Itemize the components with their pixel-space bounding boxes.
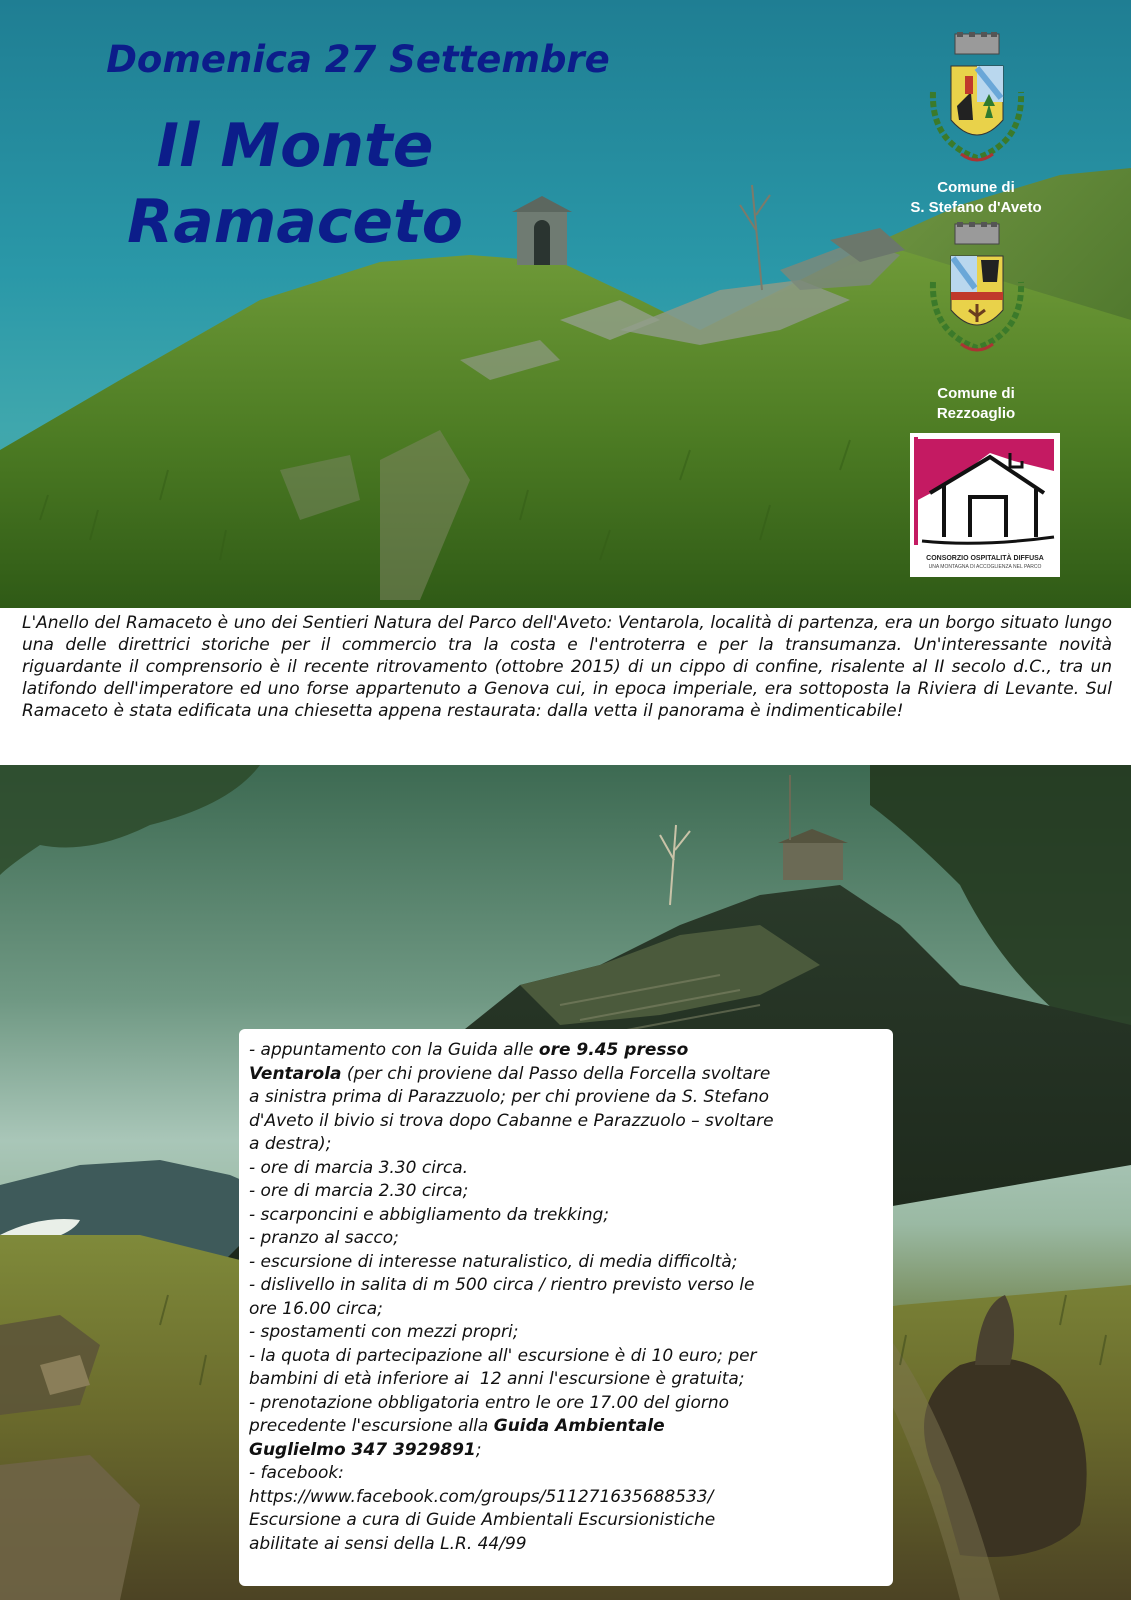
detail-line: - spostamenti con mezzi propri; [249,1322,519,1342]
guide-phone: Guglielmo 347 3929891 [249,1439,476,1460]
detail-line [249,1439,883,1463]
title-line-2: Ramaceto [127,187,463,257]
consorzio-name: CONSORZIO OSPITALITÀ DIFFUSA [926,555,1044,562]
detail-highlight: ore 9.45 presso [538,1040,689,1060]
intro-paragraph: L'Anello del Ramaceto è uno dei Sentieri Natura del Parco dell'Aveto: Ventarola, località di partenza, era un borgo situato lungo una delle direttrici storiche per il commercio tra la costa e l'entroterra e per la transumanza. Un'interessante novità riguardante il comprensorio è il recente ritrovamento (ottobre 2015) di un cippo di confine, risalente al II secolo d.C., tra un latifondo dell'imperatore ed uno forse appartenuto a Genova cui, in epoca imperiale, era sottoposta la Riviera di Levante. Sul Ramaceto è stata edificata una chiesetta appena restaurata: dalla vetta il panorama è indimenticabile! [22,613,1112,721]
comune-prefix: Comune di [937,385,1015,402]
detail-line: - dislivello in salita di m 500 circa / rientro previsto verso le [249,1275,755,1295]
detail-line: abilitate ai sensi della L.R. 44/99 [249,1533,527,1554]
detail-line: - la quota di partecipazione all' escursione è di 10 euro; per [249,1345,757,1366]
detail-line: - scarponcini e abbigliamento da trekking; [249,1204,610,1225]
detail-line: - prenotazione obbligatoria entro le ore 17.00 del giorno [249,1392,730,1413]
detail-line [249,1039,883,1063]
comune-prefix: Comune di [937,179,1015,196]
comune-name: S. Stefano d'Aveto [910,199,1042,216]
ridge-chapel [778,775,848,880]
detail-line: a destra); [249,1134,332,1154]
detail-line: ore 16.00 circa; [249,1298,383,1319]
detail-line: - facebook: [249,1463,344,1483]
crest-rezzoaglio-icon [921,222,1033,362]
detail-text: ; [475,1439,482,1460]
guide-name-highlight: Guida Ambientale [493,1416,665,1436]
detail-text: (per chi proviene dal Passo della Forcella svoltare [341,1063,771,1084]
title-line-1: Il Monte [156,111,434,181]
detail-text: precedente l'escursione alla [249,1416,494,1436]
consorzio-logo [910,433,1060,577]
detail-line: bambini di età inferiore ai 12 anni l'escursione è gratuita; [249,1369,745,1389]
event-title [110,108,480,260]
detail-line: - ore di marcia 3.30 circa. [249,1157,469,1178]
excursion-details-box [239,1029,893,1586]
detail-line: d'Aveto il bivio si trova dopo Cabanne e Parazzuolo – svoltare [249,1110,774,1131]
detail-line [249,1415,883,1439]
detail-line: - ore di marcia 2.30 circa; [249,1181,469,1201]
detail-line [249,1063,883,1087]
comune-rezzoaglio-label [906,384,1046,424]
detail-text: - appuntamento con la Guida alle [249,1040,539,1060]
event-date: Domenica 27 Settembre [106,38,610,81]
comune-name: Rezzoaglio [936,405,1016,422]
house-icon [910,433,1060,555]
detail-highlight: Ventarola [249,1063,342,1084]
detail-line: - pranzo al sacco; [249,1228,399,1248]
facebook-link[interactable]: https://www.facebook.com/groups/511271635688533/ [249,1486,714,1507]
crest-santo-stefano-icon [921,32,1033,172]
consorzio-tagline: UNA MONTAGNA DI ACCOGLIENZA NEL PARCO [928,564,1042,570]
summit-chapel [512,196,572,265]
comune-santo-stefano-label [906,178,1046,218]
detail-line: Escursione a cura di Guide Ambientali Escursionistiche [249,1510,716,1530]
detail-line: a sinistra prima di Parazzuolo; per chi proviene da S. Stefano [249,1087,770,1107]
detail-line: - escursione di interesse naturalistico, di media difficoltà; [249,1251,738,1272]
